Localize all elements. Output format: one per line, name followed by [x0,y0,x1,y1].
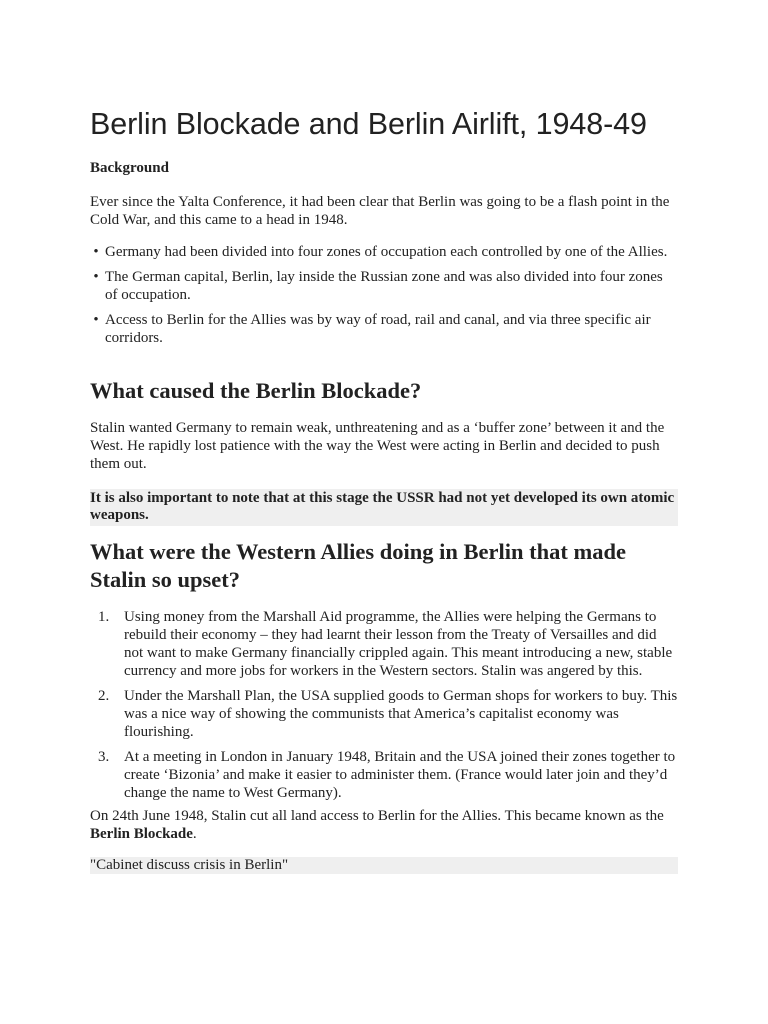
quote-caption: "Cabinet discuss crisis in Berlin" [90,857,678,874]
page-title: Berlin Blockade and Berlin Airlift, 1948-49 [90,107,647,141]
list-item [98,748,678,802]
article [90,107,678,874]
intro-paragraph: Ever since the Yalta Conference, it had been clear that Berlin was going to be a flash point in the Cold War, and this came to a head in 1948. [90,194,670,228]
list-item [93,268,678,304]
blockade-paragraph [90,807,678,843]
blockade-paragraph-text: On 24th June 1948, Stalin cut all land access to Berlin for the Allies. This became known as the [90,808,664,824]
list-number: 3. [98,749,110,765]
list-item-text: At a meeting in London in January 1948, Britain and the USA joined their zones together to create ‘Bizonia’ and make it easier to administer them. (France would later join and they’d change the name to West Germany). [124,749,676,801]
section-heading-causes: What caused the Berlin Blockade? [90,378,422,403]
causes-paragraph: Stalin wanted Germany to remain weak, unthreatening and as a ‘buffer zone’ between it and the West. He rapidly lost patience with the way the West were acting in Berlin and decided to push them out. [90,420,665,472]
list-number: 2. [98,688,110,704]
list-item [93,311,678,347]
background-heading: Background [90,160,169,176]
bullet-icon: • [93,269,99,285]
section-heading-western-allies: What were the Western Allies doing in Berlin that made Stalin so upset? [90,539,627,592]
list-number: 1. [98,609,110,625]
list-item [98,608,678,680]
highlighted-note: It is also important to note that at this stage the USSR had not yet developed its own atomic weapons. [90,489,678,526]
blockade-paragraph-end: . [192,826,197,842]
list-item-text: Under the Marshall Plan, the USA supplied goods to German shops for workers to buy. This was a nice way of showing the communists that America’s capitalist economy was flourishing. [124,688,678,740]
bullet-text: The German capital, Berlin, lay inside the Russian zone and was also divided into four zones of occupation. [105,269,663,303]
list-item [93,243,678,261]
blockade-term: Berlin Blockade [90,826,193,842]
bullet-icon: • [93,312,99,328]
list-item [98,687,678,741]
list-item-text: Using money from the Marshall Aid programme, the Allies were helping the Germans to rebuild their economy – they had learnt their lesson from the Treaty of Versailles and did not want to make Germany financially crippled again. This meant introducing a new, stable currency and more jobs for workers in the Western sectors. Stalin was angered by this. [124,609,673,679]
bullet-text: Access to Berlin for the Allies was by way of road, rail and canal, and via three specific air corridors. [105,312,651,346]
background-bullet-list [90,243,678,347]
bullet-text: Germany had been divided into four zones of occupation each controlled by one of the Allies. [105,244,668,260]
bullet-icon: • [93,244,99,260]
western-allies-numbered-list [90,608,678,802]
